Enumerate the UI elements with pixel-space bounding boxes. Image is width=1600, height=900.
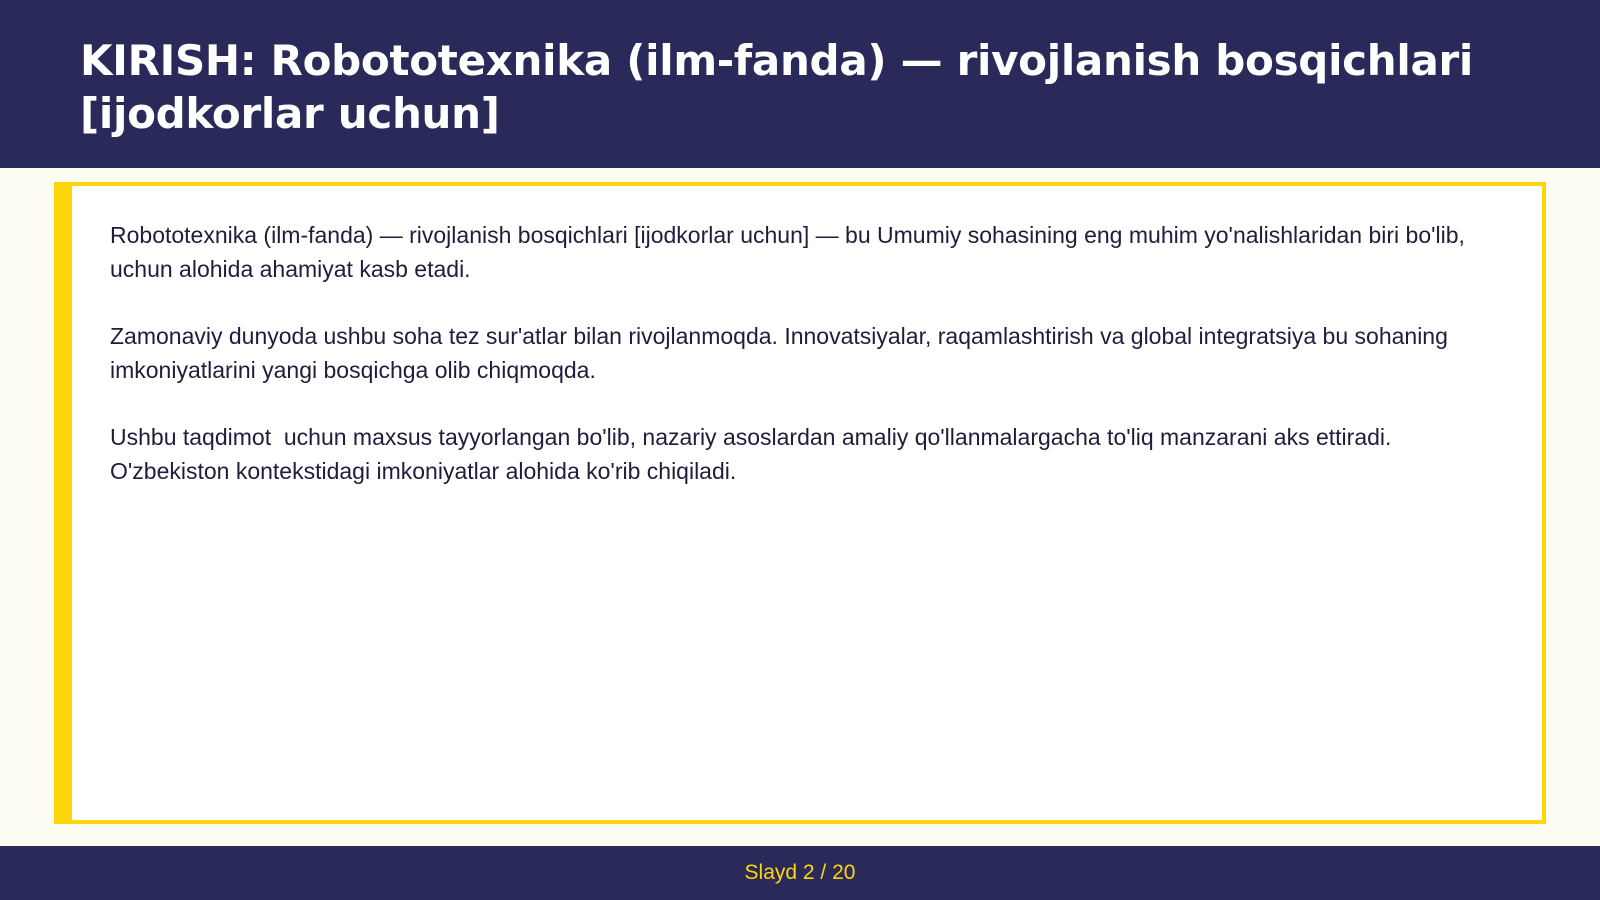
paragraph-modern-world: Zamonaviy dunyoda ushbu soha tez sur'atlar bilan rivojlanmoqda. Innovatsiyalar, raqamlashtirish va global integratsiya bu sohaning imkoniyatlarini yangi bosqichga olib chiqmoqda.: [110, 323, 1455, 383]
paragraph-presentation: Ushbu taqdimot uchun maxsus tayyorlangan bo'lib, nazariy asoslardan amaliy qo'llanmalargacha to'liq manzarani aks ettiradi. O'zbekiston kontekstidagi imkoniyatlar alohida ko'rib chiqiladi.: [110, 424, 1398, 484]
slide-footer: [0, 846, 1600, 900]
content-box: [54, 182, 1546, 824]
slide-header: [0, 0, 1600, 168]
slide-title: KIRISH: Robototexnika (ilm-fanda) — rivojlanish bosqichlari [ijodkorlar uchun]: [80, 36, 1474, 138]
paragraph-intro: Robototexnika (ilm-fanda) — rivojlanish bosqichlari [ijodkorlar uchun] — bu Umumiy sohasining eng muhim yo'nalishlaridan biri bo'lib, uchun alohida ahamiyat kasb etadi.: [110, 222, 1478, 282]
slide-number: Slayd 2 / 20: [744, 861, 856, 884]
